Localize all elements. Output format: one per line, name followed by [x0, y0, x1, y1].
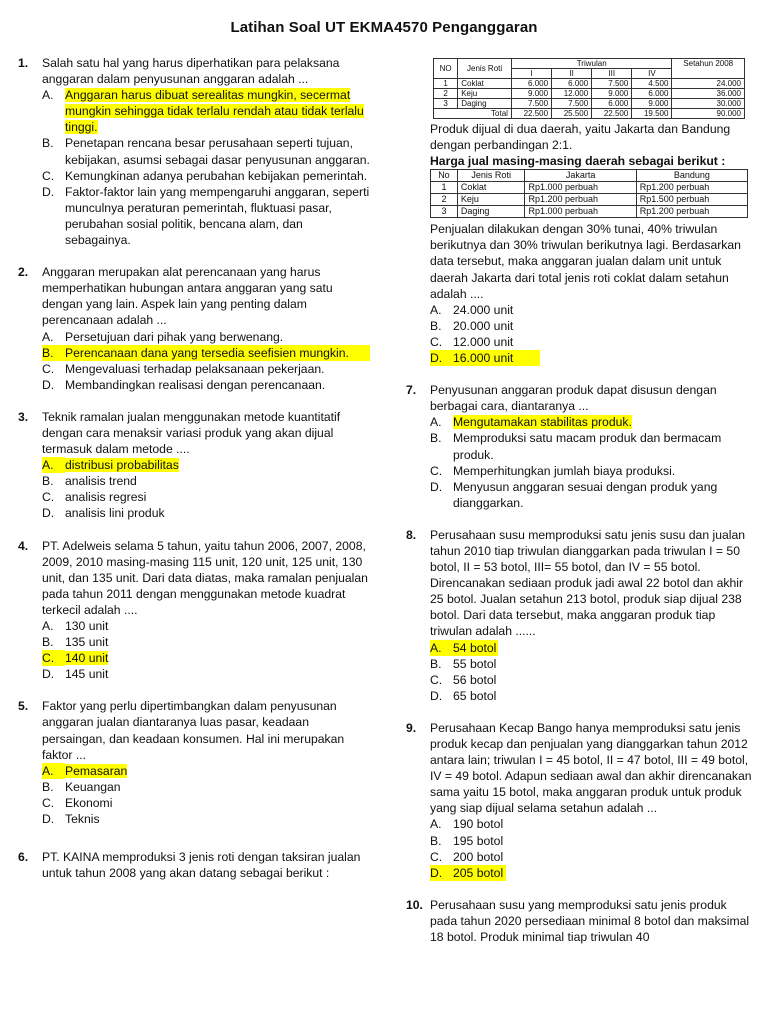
option-label: A.: [430, 640, 453, 656]
option: [430, 463, 752, 479]
left-column: [18, 55, 370, 881]
table-cell: 6.000: [592, 99, 632, 109]
table-row: [434, 79, 745, 89]
table-cell: 7.500: [552, 99, 592, 109]
question-3: [18, 409, 370, 522]
question-text: Faktor yang perlu dipertimbangkan dalam penyusunan anggaran jualan diantaranya luas pasar, keadaan persaingan, dan keadaan konsumen. Hal ini merupakan faktor ...: [42, 699, 345, 762]
option: [430, 479, 752, 511]
option: [430, 849, 752, 865]
option: [430, 833, 752, 849]
table-cell: 6.000: [552, 79, 592, 89]
option: [430, 302, 752, 318]
option-text: Memproduksi satu macam produk dan bermacam produk.: [453, 431, 722, 462]
option-label: A.: [42, 329, 54, 344]
option: [42, 795, 370, 811]
table-row: [431, 182, 748, 194]
option-text: 195 botol: [453, 833, 504, 848]
table-header: Jenis Roti: [457, 170, 525, 182]
option-label: D.: [42, 506, 55, 521]
option-label: B.: [430, 318, 442, 333]
option-text: [65, 763, 370, 779]
option-text: 145 unit: [65, 667, 109, 682]
option-text: [65, 87, 370, 135]
table-header: NO: [434, 59, 458, 79]
option: [42, 329, 370, 345]
question-4: [18, 538, 370, 683]
option-text: analisis regresi: [65, 490, 147, 505]
option-text: Kemungkinan adanya perubahan kebijakan pemerintah.: [65, 168, 368, 183]
option-text: analisis lini produk: [65, 506, 165, 521]
option-text: 130 unit: [65, 619, 109, 633]
option-label: D.: [42, 667, 55, 682]
option-text: [453, 414, 752, 430]
option-label: D.: [42, 377, 55, 392]
option-text: Ekonomi: [65, 795, 113, 810]
option-text: 65 botol: [453, 688, 497, 703]
table-cell: 3: [434, 99, 458, 109]
question-7: [406, 382, 752, 511]
answer-highlight: 205 botol: [453, 865, 506, 881]
option: [42, 650, 370, 666]
table-row: [434, 89, 745, 99]
option-label: D.: [430, 350, 453, 366]
price-table: [430, 169, 748, 218]
table-header: No: [431, 170, 458, 182]
option-label: B.: [430, 656, 442, 671]
option-text: Penetapan rencana besar perusahaan seperti tujuan, kebijakan, asumsi sebagai dasar penyusunan anggaran.: [65, 136, 370, 167]
option-text: 20.000 unit: [453, 318, 514, 333]
option-label: D.: [42, 184, 55, 199]
option: [430, 688, 752, 704]
table-cell: 22.500: [511, 109, 551, 119]
option: [430, 350, 540, 366]
option: [42, 811, 370, 827]
option-text: Mengevaluasi terhadap pelaksanaan pekerjaan.: [65, 361, 325, 376]
table-header: Bandung: [636, 170, 747, 182]
option: [42, 377, 370, 393]
option: [42, 345, 370, 361]
table-cell: Rp1.200 perbuah: [636, 182, 747, 194]
option-label: C.: [42, 490, 55, 505]
table-cell: 3: [431, 206, 458, 218]
sales-estimate-table: [433, 58, 745, 119]
question-text: Salah satu hal yang harus diperhatikan para pelaksana anggaran dalam penyusunan anggaran adalah ...: [42, 56, 340, 87]
question-5: [18, 698, 370, 827]
table-cell: Rp1.200 perbuah: [636, 206, 747, 218]
question-text: Perusahaan susu yang memproduksi satu jenis produk pada tahun 2020 persediaan minimal 8 botol dan maksimal 18 botol. Produk minimal tiap triwulan 40: [430, 897, 750, 945]
option-text: [65, 457, 370, 473]
table-cell: 2: [434, 89, 458, 99]
table-cell: 9.000: [511, 89, 551, 99]
table-header: Setahun 2008: [672, 59, 745, 79]
table-cell: Daging: [458, 99, 512, 109]
table-header: Triwulan: [511, 59, 672, 69]
table-cell: 25.500: [552, 109, 592, 119]
question-text: PT. Adelweis selama 5 tahun, yaitu tahun 2006, 2007, 2008, 2009, 2010 masing-masing 115 unit, 120 unit, 125 unit, 130 unit, dan 135 unit. Dari data diatas, maka ramalan penjualan pada tahun 2011 dengan menggunakan metode kuadrat terkecil adalah ....: [42, 538, 368, 617]
question-10: [406, 897, 752, 945]
option-text: 135 unit: [65, 635, 109, 650]
question-number: 1.: [18, 56, 29, 70]
table-cell: Daging: [457, 206, 525, 218]
option: [430, 656, 752, 672]
table-cell: Coklat: [458, 79, 512, 89]
question-number: 8.: [406, 527, 417, 542]
answer-highlight: Anggaran harus dibuat serealitas mungkin, secermat mungkin sehingga tidak terlalu rendah atau tidak terlalu tinggi.: [65, 88, 364, 135]
page-title: Latihan Soal UT EKMA4570 Penganggaran: [230, 19, 538, 36]
table-cell: 9.000: [592, 89, 632, 99]
question-9: [406, 720, 752, 881]
option-text: 56 botol: [453, 672, 497, 687]
table-header: Jenis Roti: [458, 59, 512, 79]
paragraph: Produk dijual di dua daerah, yaitu Jakarta dan Bandung dengan perbandingan 2:1.: [430, 122, 731, 153]
paragraph: Penjualan dilakukan dengan 30% tunai, 40% triwulan berikutnya dan 30% triwulan berikutnya lagi. Berdasarkan data tersebut, maka anggaran jualan dalam unit untuk daerah Jakarta dari total jenis roti coklat dalam setahun adalah ....: [430, 222, 741, 301]
table-header: IV: [632, 69, 672, 79]
table-header: Jakarta: [525, 170, 636, 182]
option: [430, 865, 506, 881]
question-text: Perusahaan susu memproduksi satu jenis susu dan jualan tahun 2010 tiap triwulan dianggarkan pada triwulan I = 50 botol, II = 53 botol, III= 55 botol, dan IV = 55 botol. Direncanakan sediaan produk jadi awal 22 botol dan akhir 25 botol. Jualan setahun 213 botol, produk siap dijual 238 botol. Dari data tersebut, maka anggaran produk tiap triwulan adalah ......: [430, 527, 746, 639]
option: [42, 184, 370, 248]
option: [42, 135, 370, 167]
table-header: III: [592, 69, 632, 79]
right-column: [406, 58, 752, 945]
question-number: 10.: [406, 897, 423, 912]
option: [42, 87, 370, 135]
table-cell: 12.000: [552, 89, 592, 99]
option: [430, 334, 752, 350]
option-label: D.: [430, 865, 453, 881]
answer-highlight: distribusi probabilitas: [65, 458, 179, 473]
option: [42, 505, 370, 521]
question-number: 3.: [18, 409, 29, 424]
option-label: B.: [430, 833, 442, 848]
question-text: Penyusunan anggaran produk dapat disusun dengan berbagai cara, diantaranya ...: [430, 383, 717, 414]
option: [42, 666, 370, 682]
option-text: 24.000 unit: [453, 302, 514, 317]
option: [430, 640, 498, 656]
answer-highlight: Pemasaran: [65, 763, 128, 778]
question-2: [18, 264, 370, 393]
option-label: B.: [42, 474, 54, 489]
option-text: Persetujuan dari pihak yang berwenang.: [65, 329, 284, 344]
table-cell: Coklat: [457, 182, 525, 194]
table-cell: 6.000: [632, 89, 672, 99]
option-label: D.: [430, 688, 443, 703]
option-text: 200 botol: [453, 849, 504, 864]
table-header: II: [552, 69, 592, 79]
option-text: Menyusun anggaran sesuai dengan produk yang dianggarkan.: [453, 479, 718, 510]
option-label: B.: [42, 635, 54, 650]
option-label: B.: [42, 345, 54, 360]
table-cell: Keju: [458, 89, 512, 99]
question-text: Perusahaan Kecap Bango hanya memproduksi satu jenis produk kecap dan penjualan yang dianggarkan tahun 2012 antara lain; triwulan I = 45 botol, II = 47 botol, III = 49 botol, IV = 49 botol. Adapun sediaan awal dan akhir direncanakan sama yaitu 15 botol, maka anggaran produk untuk produk yang siap dijual selama setahun adalah ...: [430, 720, 752, 816]
option-label: D.: [42, 812, 55, 827]
option-text: 55 botol: [453, 656, 497, 671]
question-number: 9.: [406, 720, 417, 735]
paragraph-heading: Harga jual masing-masing daerah sebagai berikut :: [430, 154, 726, 169]
option-text: Faktor-faktor lain yang mempengaruhi anggaran, seperti munculnya peraturan pemerintah, fluktuasi pasar, perubahan sosial politik, bencana alam, dan sebagainya.: [65, 184, 370, 248]
question-1: [18, 55, 370, 248]
option-label: A.: [42, 619, 54, 633]
option: [42, 473, 370, 489]
option: [430, 816, 752, 832]
option: [42, 168, 370, 184]
option-label: B.: [42, 779, 54, 794]
table-row: [434, 99, 745, 109]
table-cell: 24.000: [672, 79, 745, 89]
table-total-row: [434, 109, 745, 119]
table-row: [431, 206, 748, 218]
option-label: C.: [42, 650, 65, 666]
answer-highlight: 16.000 unit: [453, 350, 540, 366]
question-number: 6.: [18, 850, 29, 865]
table-cell: 30.000: [672, 99, 745, 109]
table-cell: 4.500: [632, 79, 672, 89]
option-text: [65, 650, 370, 666]
question-8: [406, 527, 752, 704]
question-6: [18, 849, 370, 881]
table-cell: 7.500: [592, 79, 632, 89]
option-label: C.: [42, 795, 55, 810]
option-label: C.: [42, 168, 55, 183]
table-cell: Rp1.200 perbuah: [525, 194, 636, 206]
table-cell: 1: [434, 79, 458, 89]
option: [430, 318, 752, 334]
option: [42, 489, 370, 505]
option: [42, 457, 370, 473]
table-cell: Rp1.000 perbuah: [525, 182, 636, 194]
table-cell: 36.000: [672, 89, 745, 99]
question-number: 4.: [18, 538, 29, 553]
table-cell: Keju: [457, 194, 525, 206]
question-text: Teknik ramalan jualan menggunakan metode kuantitatif dengan cara menaksir variasi produk yang akan dijual termasuk dalam metode ....: [42, 409, 341, 457]
option-label: C.: [430, 334, 443, 349]
option: [42, 618, 370, 634]
option-label: C.: [430, 463, 443, 478]
option-label: A.: [430, 817, 442, 832]
option: [42, 763, 370, 779]
table-cell: 7.500: [511, 99, 551, 109]
option: [430, 672, 752, 688]
table-cell: 22.500: [592, 109, 632, 119]
answer-highlight: 54 botol: [453, 640, 497, 655]
table-cell: 9.000: [632, 99, 672, 109]
option-text: 190 botol: [453, 817, 504, 832]
table-cell: 6.000: [511, 79, 551, 89]
option-label: A.: [42, 457, 65, 473]
option-label: C.: [430, 849, 443, 864]
table-header: I: [511, 69, 551, 79]
option-label: C.: [42, 361, 55, 376]
option-label: C.: [430, 672, 443, 687]
table-cell: 90.000: [672, 109, 745, 119]
question-text: Anggaran merupakan alat perencanaan yang harus memperhatikan hubungan antara anggaran yang satu dengan yang lain. Aspek lain yang penting dalam perencanaan adalah ...: [42, 265, 333, 328]
option: [42, 361, 370, 377]
option-text: Teknis: [65, 812, 100, 827]
option-label: A.: [42, 763, 65, 779]
table-cell: 2: [431, 194, 458, 206]
answer-highlight: 140 unit: [65, 651, 109, 666]
option-text: Memperhitungkan jumlah biaya produksi.: [453, 463, 676, 478]
question-number: 7.: [406, 383, 417, 398]
question-text: PT. KAINA memproduksi 3 jenis roti dengan taksiran jualan untuk tahun 2008 yang akan datang sebagai berikut :: [42, 850, 361, 881]
table-cell: Total: [434, 109, 512, 119]
table-row: [431, 194, 748, 206]
option-text: 12.000 unit: [453, 334, 514, 349]
option: [430, 414, 752, 430]
option-label: B.: [430, 431, 442, 446]
question-number: 2.: [18, 265, 29, 280]
option-label: D.: [430, 479, 443, 494]
option-text: Membandingkan realisasi dengan perencanaan.: [65, 377, 326, 392]
option-text: Perencanaan dana yang tersedia seefisien mungkin.: [65, 345, 349, 360]
answer-highlight: Mengutamakan stabilitas produk.: [453, 415, 632, 430]
option: [42, 634, 370, 650]
table-cell: Rp1.500 perbuah: [636, 194, 747, 206]
option-text: analisis trend: [65, 474, 137, 489]
table-cell: Rp1.000 perbuah: [525, 206, 636, 218]
table-cell: 1: [431, 182, 458, 194]
option-label: A.: [42, 88, 54, 103]
question-number: 5.: [18, 699, 29, 714]
option-label: A.: [430, 415, 442, 430]
option-label: B.: [42, 136, 54, 151]
option: [42, 779, 370, 795]
option: [430, 430, 752, 462]
option-text: Keuangan: [65, 779, 121, 794]
option-label: A.: [430, 302, 442, 317]
table-cell: 19.500: [632, 109, 672, 119]
